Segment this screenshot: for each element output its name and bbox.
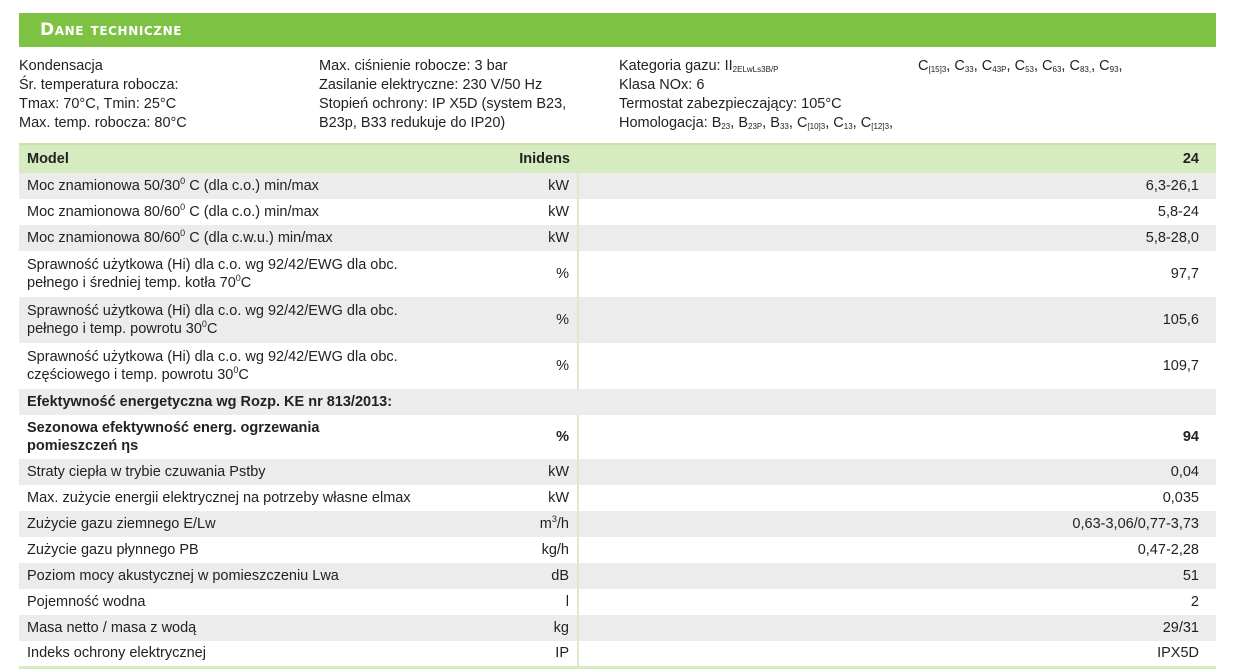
row-label (19, 589, 448, 615)
spec-line: Śr. temperatura robocza: (19, 77, 179, 93)
spec-line: Zasilanie elektryczne: 230 V/50 Hz (319, 77, 543, 93)
row-label (19, 199, 448, 225)
row-label (19, 563, 448, 589)
table-row (19, 297, 1216, 343)
table-row (19, 389, 1216, 415)
table-row (19, 459, 1216, 485)
unit-text: kW (548, 230, 569, 246)
row-unit (448, 297, 578, 343)
label-text: Sprawność użytkowa (Hi) dla c.o. wg 92/42/EWG dla obc. (27, 257, 398, 273)
system-type-code: C (796, 115, 808, 131)
label-text-end: C (dla c.w.u.) min/max (185, 230, 333, 246)
label-text-end: C (206, 321, 218, 337)
row-unit (448, 225, 578, 251)
table-row (19, 511, 1216, 537)
specs-column-1 (19, 57, 187, 133)
gas-category-label: Kategoria gazu: II (619, 58, 733, 74)
header-model: Model (19, 144, 448, 173)
row-value: 0,47-2,28 (578, 537, 1216, 563)
unit-text: IP (555, 645, 569, 662)
system-type-sub: 63 (1052, 65, 1062, 74)
system-type-code: B (738, 115, 748, 131)
degree-sup: 0 (180, 176, 186, 186)
row-unit (448, 173, 578, 199)
row-label (19, 389, 448, 415)
label-text: Poziom mocy akustycznej w pomieszczeniu Lwa (27, 568, 339, 584)
label-text-end: C (240, 275, 252, 291)
label-text: Zużycie gazu ziemnego E/Lw (27, 516, 216, 532)
gas-category-sub: 2ELwLs3B/P (732, 65, 779, 74)
system-type-sub: 33 (779, 122, 789, 131)
row-value: 6,3-26,1 (578, 173, 1216, 199)
nox-class: Klasa NOx: 6 (619, 77, 705, 93)
row-unit (448, 511, 578, 537)
system-type-sub: 33 (964, 65, 974, 74)
label-text: Sprawność użytkowa (Hi) dla c.o. wg 92/42/EWG dla obc. (27, 349, 398, 365)
row-label (19, 459, 448, 485)
row-unit (448, 389, 578, 415)
safety-thermostat: Termostat zabezpieczający: 105°C (619, 96, 842, 112)
row-unit (448, 563, 578, 589)
table-row (19, 251, 1216, 297)
row-label (19, 511, 448, 537)
homologation (619, 114, 893, 133)
header-value: 24 (578, 144, 1216, 173)
row-value: 29/31 (578, 615, 1216, 641)
label-text: Efektywność energetyczna wg Rozp. KE nr 813/2013: (27, 394, 393, 410)
row-value: IPX5D (578, 641, 1216, 667)
label-text: Moc znamionowa 80/60 (27, 230, 181, 246)
technical-data-table (19, 143, 1216, 669)
row-value: 109,7 (578, 343, 1216, 389)
row-label (19, 485, 448, 511)
table-row (19, 343, 1216, 389)
label-text-line2: pomieszczeń ηs (27, 438, 139, 454)
system-type-sub: [12]3 (871, 122, 890, 131)
label-text-end: C (dla c.o.) min/max (185, 178, 319, 194)
label-text: Zużycie gazu płynnego PB (27, 542, 199, 558)
row-value: 94 (578, 415, 1216, 459)
system-type-sub: 23P (748, 122, 763, 131)
label-text: Masa netto / masa z wodą (27, 620, 197, 636)
system-type-code: C (954, 58, 965, 74)
label-text: Straty ciepła w trybie czuwania Pstby (27, 464, 266, 480)
row-value: 51 (578, 563, 1216, 589)
row-label (19, 641, 448, 667)
row-label (19, 615, 448, 641)
table-row (19, 485, 1216, 511)
row-value: 97,7 (578, 251, 1216, 297)
system-type-sub: 43P (992, 65, 1007, 74)
row-unit (448, 615, 578, 641)
table-row (19, 415, 1216, 459)
row-value: 0,63-3,06/0,77-3,73 (578, 511, 1216, 537)
system-type-sub: [10]3 (807, 122, 826, 131)
spec-line: Max. ciśnienie robocze: 3 bar (319, 58, 508, 74)
system-type-code: C (1099, 58, 1110, 74)
row-unit (448, 589, 578, 615)
row-value (578, 389, 1216, 415)
label-text: Indeks ochrony elektrycznej (27, 645, 206, 662)
section-title: Dane techniczne (19, 13, 1216, 47)
row-unit (448, 343, 578, 389)
spec-line: Kondensacja (19, 58, 103, 74)
label-text-end: C (238, 367, 249, 383)
row-label (19, 343, 448, 389)
label-text-line2: pełnego i temp. powrotu 30 (27, 321, 202, 337)
row-value: 0,04 (578, 459, 1216, 485)
system-type-code: B (770, 115, 780, 131)
general-specs (19, 57, 1219, 141)
unit-text: dB (551, 568, 569, 584)
row-label (19, 251, 448, 297)
row-unit (448, 199, 578, 225)
row-unit (448, 415, 578, 459)
unit-text: m (539, 516, 552, 532)
unit-text: kW (548, 490, 569, 506)
specs-column-3 (619, 57, 893, 133)
unit-text: kW (548, 204, 569, 220)
table-header-row (19, 144, 1216, 173)
unit-text: kg (553, 620, 569, 636)
system-type-sub: [15]3 (928, 65, 947, 74)
row-label (19, 297, 448, 343)
label-text-line2: częściowego i temp. powrotu 30 (27, 367, 234, 383)
spec-line: Stopień ochrony: IP X5D (system B23, (319, 96, 567, 112)
row-unit (448, 251, 578, 297)
table-row (19, 589, 1216, 615)
table-row (19, 563, 1216, 589)
system-type-code: C (981, 58, 993, 74)
spec-line: Tmax: 70°C, Tmin: 25°C (19, 96, 177, 112)
system-type-sub: 13 (843, 122, 853, 131)
system-type-code: C (1069, 58, 1080, 74)
degree-sup: 0 (235, 273, 241, 283)
row-label (19, 173, 448, 199)
system-type-code: C (1042, 58, 1053, 74)
spec-line: Max. temp. robocza: 80°C (19, 115, 187, 131)
unit-end: /h (556, 516, 569, 532)
row-value: 5,8-24 (578, 199, 1216, 225)
row-label (19, 537, 448, 563)
specs-column-2 (319, 57, 566, 133)
row-value: 2 (578, 589, 1216, 615)
gas-category (619, 57, 893, 76)
unit-sup: 3 (551, 514, 557, 524)
degree-sup: 0 (180, 228, 186, 238)
table-row (19, 537, 1216, 563)
system-type-code: C (918, 58, 929, 74)
homologation-label: Homologacja: (619, 115, 712, 131)
system-type-code: B (711, 115, 722, 131)
degree-sup: 0 (180, 202, 186, 212)
system-type-sub: 53 (1025, 65, 1034, 74)
row-value: 5,8-28,0 (578, 225, 1216, 251)
row-label (19, 225, 448, 251)
row-value: 105,6 (578, 297, 1216, 343)
label-text: Pojemność wodna (27, 594, 146, 610)
label-text: Max. zużycie energii elektrycznej na potrzeby własne elmax (27, 490, 411, 506)
table-row (19, 225, 1216, 251)
unit-text: % (556, 358, 569, 374)
unit-text: kg/h (541, 542, 569, 558)
unit-text: kW (548, 178, 569, 194)
row-unit (448, 537, 578, 563)
header-unit: Inidens (448, 144, 578, 173)
system-type-sub: 83, (1079, 65, 1092, 74)
label-text: Moc znamionowa 80/60 (27, 204, 181, 220)
row-unit (448, 485, 578, 511)
table-row (19, 173, 1216, 199)
label-text-end: C (dla c.o.) min/max (185, 204, 319, 220)
table-row (19, 199, 1216, 225)
label-text: Sezonowa efektywność energ. ogrzewania (27, 420, 320, 436)
unit-text: % (556, 429, 569, 445)
table-row (19, 615, 1216, 641)
label-text-line2: pełnego i średniej temp. kotła 70 (27, 275, 236, 291)
degree-sup: 0 (233, 365, 239, 375)
degree-sup: 0 (201, 319, 207, 329)
row-value: 0,035 (578, 485, 1216, 511)
specs-column-4 (918, 57, 1123, 76)
system-type-sub: 23 (721, 122, 731, 131)
system-type-code: C (833, 115, 844, 131)
system-type-code: C (860, 115, 872, 131)
label-text: Moc znamionowa 50/30 (27, 178, 181, 194)
homologation-list: $B_{23}$, $B_{23P}$, $B_{33}$, $C_{[10]3}$, $C_{13}$, $C_{[12]3}$, (711, 115, 894, 131)
label-text: Sprawność użytkowa (Hi) dla c.o. wg 92/42/EWG dla obc. (27, 303, 398, 319)
table-row (19, 641, 1216, 667)
row-unit (448, 459, 578, 485)
system-type-sub: 93 (1109, 65, 1119, 74)
system-type-code: C (1014, 58, 1026, 74)
unit-text: % (556, 312, 569, 328)
unit-text: % (556, 266, 569, 282)
unit-text: l (565, 594, 569, 610)
unit-text: kW (548, 464, 569, 480)
row-unit (448, 641, 578, 667)
system-types-list: $C_{[15]3}$, $C_{33}$, $C_{43P}$, $C_{53}$, $C_{63}$, $C_{83,}$, $C_{93}$, (918, 58, 1123, 74)
row-label (19, 415, 448, 459)
spec-line: B23p, B33 redukuje do IP20) (319, 115, 506, 131)
